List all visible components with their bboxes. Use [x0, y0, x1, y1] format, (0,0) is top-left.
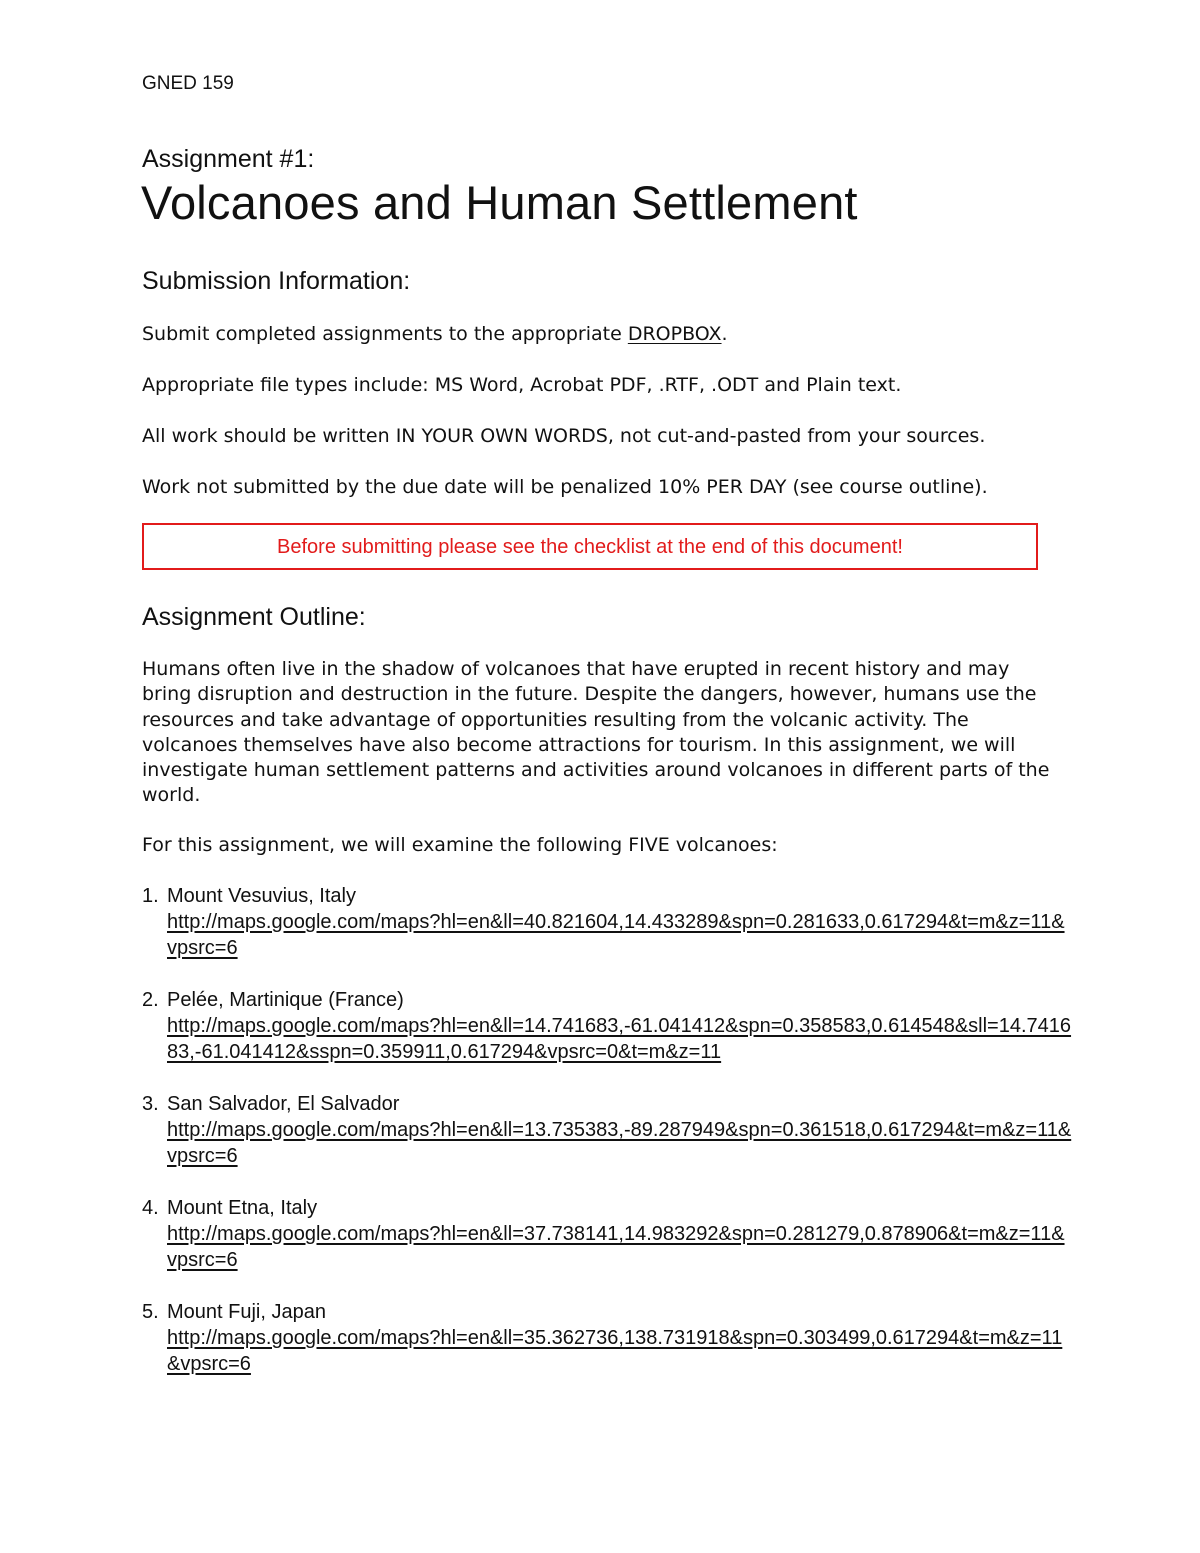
list-number: 3. [142, 1093, 159, 1115]
late-policy-line: Work not submitted by the due date will be penalized 10% PER DAY (see course outline). [142, 476, 988, 498]
list-number: 5. [142, 1301, 159, 1323]
list-number: 2. [142, 989, 159, 1011]
list-item [142, 883, 1072, 961]
submission-prefix: Submit completed assignments to the appropriate [142, 323, 628, 345]
google-maps-link[interactable]: http://maps.google.com/maps?hl=en&ll=13.735383,-89.287949&spn=0.361518,0.617294&t=m&z=11&vpsrc=6 [167, 1119, 1072, 1167]
google-maps-link[interactable]: http://maps.google.com/maps?hl=en&ll=35.362736,138.731918&spn=0.303499,0.617294&t=m&z=11&vpsrc=6 [167, 1327, 1063, 1375]
course-code: GNED 159 [142, 73, 234, 94]
list-item [142, 1299, 1072, 1377]
submission-suffix: . [721, 323, 728, 345]
volcano-name: Mount Fuji, Japan [167, 1301, 326, 1323]
volcano-name: Mount Vesuvius, Italy [167, 885, 356, 907]
google-maps-link[interactable]: http://maps.google.com/maps?hl=en&ll=37.738141,14.983292&spn=0.281279,0.878906&t=m&z=11&vpsrc=6 [167, 1223, 1065, 1271]
checklist-warning-box [142, 523, 1038, 570]
list-number: 4. [142, 1197, 159, 1219]
list-item [142, 987, 1072, 1065]
volcano-name: Pelée, Martinique (France) [167, 989, 404, 1011]
list-item [142, 1091, 1072, 1169]
own-words-line: All work should be written IN YOUR OWN WORDS, not cut-and-pasted from your sources. [142, 425, 986, 447]
dropbox-link[interactable]: DROPBOX [627, 323, 722, 345]
list-item [142, 1195, 1072, 1273]
assignment-number: Assignment #1: [142, 145, 315, 173]
list-number: 1. [142, 885, 159, 907]
volcano-name: Mount Etna, Italy [167, 1197, 318, 1219]
google-maps-link[interactable]: http://maps.google.com/maps?hl=en&ll=14.741683,-61.041412&spn=0.358583,0.614548&sll=14.741683,-61.041412&sspn=0.359911,0.617294&vpsrc=0&t=m&z=11 [167, 1015, 1072, 1063]
file-types-line: Appropriate file types include: MS Word, Acrobat PDF, .RTF, .ODT and Plain text. [142, 374, 902, 396]
google-maps-link[interactable]: http://maps.google.com/maps?hl=en&ll=40.821604,14.433289&spn=0.281633,0.617294&t=m&z=11&vpsrc=6 [167, 911, 1065, 959]
outline-heading: Assignment Outline: [142, 603, 366, 631]
outline-paragraph: Humans often live in the shadow of volcanoes that have erupted in recent history and may bring disruption and destruction in the future. Despite the dangers, however, humans use the resources and take advantage of opportunities resulting from the volcanic activity. The volcanoes themselves have also become attractions for tourism. In this assignment, we will investigate human settlement patterns and activities around volcanoes in different parts of the world. [142, 658, 1050, 807]
volcano-name: San Salvador, El Salvador [167, 1093, 400, 1115]
checklist-warning-text: Before submitting please see the checklist at the end of this document! [277, 535, 903, 558]
page-title: Volcanoes and Human Settlement [141, 176, 858, 229]
submission-heading: Submission Information: [142, 267, 411, 295]
volcano-list-intro: For this assignment, we will examine the following FIVE volcanoes: [142, 834, 778, 856]
volcano-list [142, 883, 1072, 1403]
submission-instruction [142, 322, 1062, 347]
